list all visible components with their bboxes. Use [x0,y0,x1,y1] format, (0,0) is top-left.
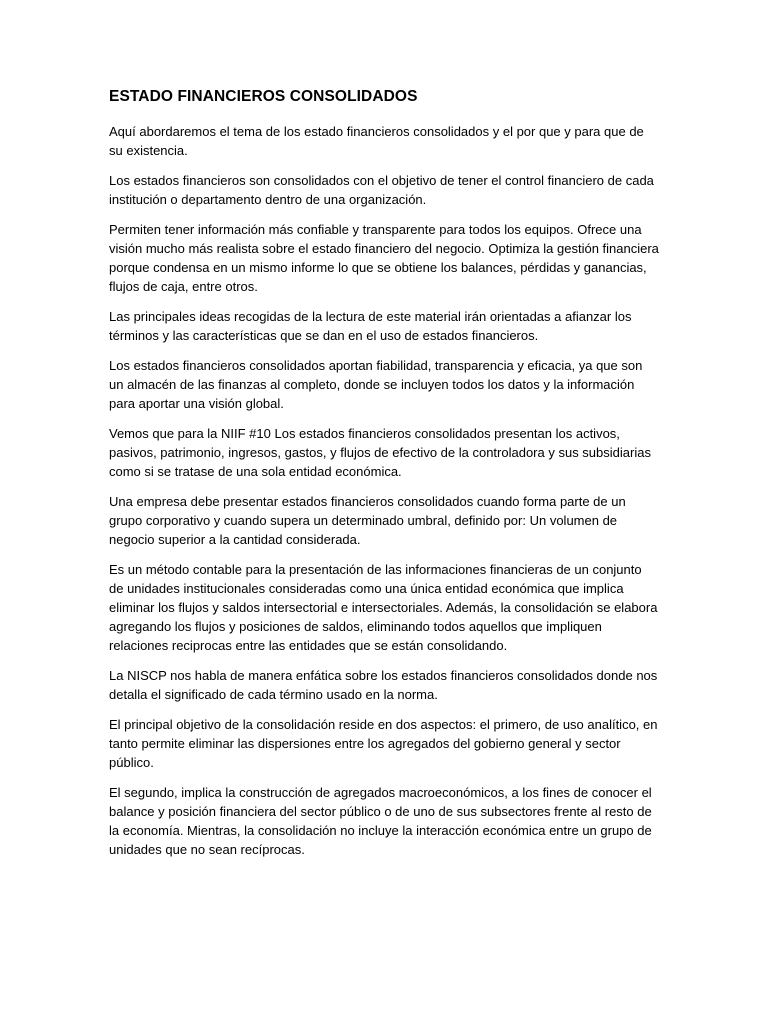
document-body [109,86,659,870]
paragraph-2: Los estados financieros son consolidados con el objetivo de tener el control financiero de cada institución o departamento dentro de una organización. [109,173,654,207]
paragraph-1: Aquí abordaremos el tema de los estado financieros consolidados y el por que y para que de su existencia. [109,124,644,158]
paragraph-4: Las principales ideas recogidas de la lectura de este material irán orientadas a afianzar los términos y las características que se dan en el uso de estados financieros. [109,309,632,343]
paragraph-3: Permiten tener información más confiable y transparente para todos los equipos. Ofrece una visión mucho más realista sobre el estado financiero del negocio. Optimiza la gestión financiera porque condensa en un mismo informe lo que se obtiene los balances, pérdidas y ganancias, flujos de caja, entre otros. [109,222,659,294]
paragraph-7: Una empresa debe presentar estados financieros consolidados cuando forma parte de un grupo corporativo y cuando supera un determinado umbral, definido por: Un volumen de negocio superior a la cantidad considerada. [109,494,626,547]
paragraph-6: Vemos que para la NIIF #10 Los estados financieros consolidados presentan los activos, pasivos, patrimonio, ingresos, gastos, y flujos de efectivo de la controladora y sus subsidiarias como si se tratase de una sola entidad económica. [109,426,651,479]
paragraph-10: El principal objetivo de la consolidación reside en dos aspectos: el primero, de uso analítico, en tanto permite eliminar las dispersiones entre los agregados del gobierno general y sector público. [109,717,658,770]
paragraph-5: Los estados financieros consolidados aportan fiabilidad, transparencia y eficacia, ya que son un almacén de las finanzas al completo, donde se incluyen todos los datos y la información para aportar una visión global. [109,358,643,411]
paragraph-11: El segundo, implica la construcción de agregados macroeconómicos, a los fines de conocer el balance y posición financiera del sector público o de uno de sus subsectores frente al resto de la economía. Mientras, la consolidación no incluye la interacción económica entre un grupo de unidades que no sean recíprocas. [109,785,652,857]
paragraph-8: Es un método contable para la presentación de las informaciones financieras de un conjunto de unidades institucionales consideradas como una única entidad económica que implica eliminar los flujos y saldos intersectorial e intersectoriales. Además, la consolidación se elabora agregando los flujos y posiciones de saldos, eliminando todos aquellos que impliquen relaciones reciprocas entre las entidades que se están consolidando. [109,562,658,653]
document-title: ESTADO FINANCIEROS CONSOLIDADOS [109,88,418,105]
paragraph-9: La NISCP nos habla de manera enfática sobre los estados financieros consolidados donde nos detalla el significado de cada término usado en la norma. [109,668,658,702]
